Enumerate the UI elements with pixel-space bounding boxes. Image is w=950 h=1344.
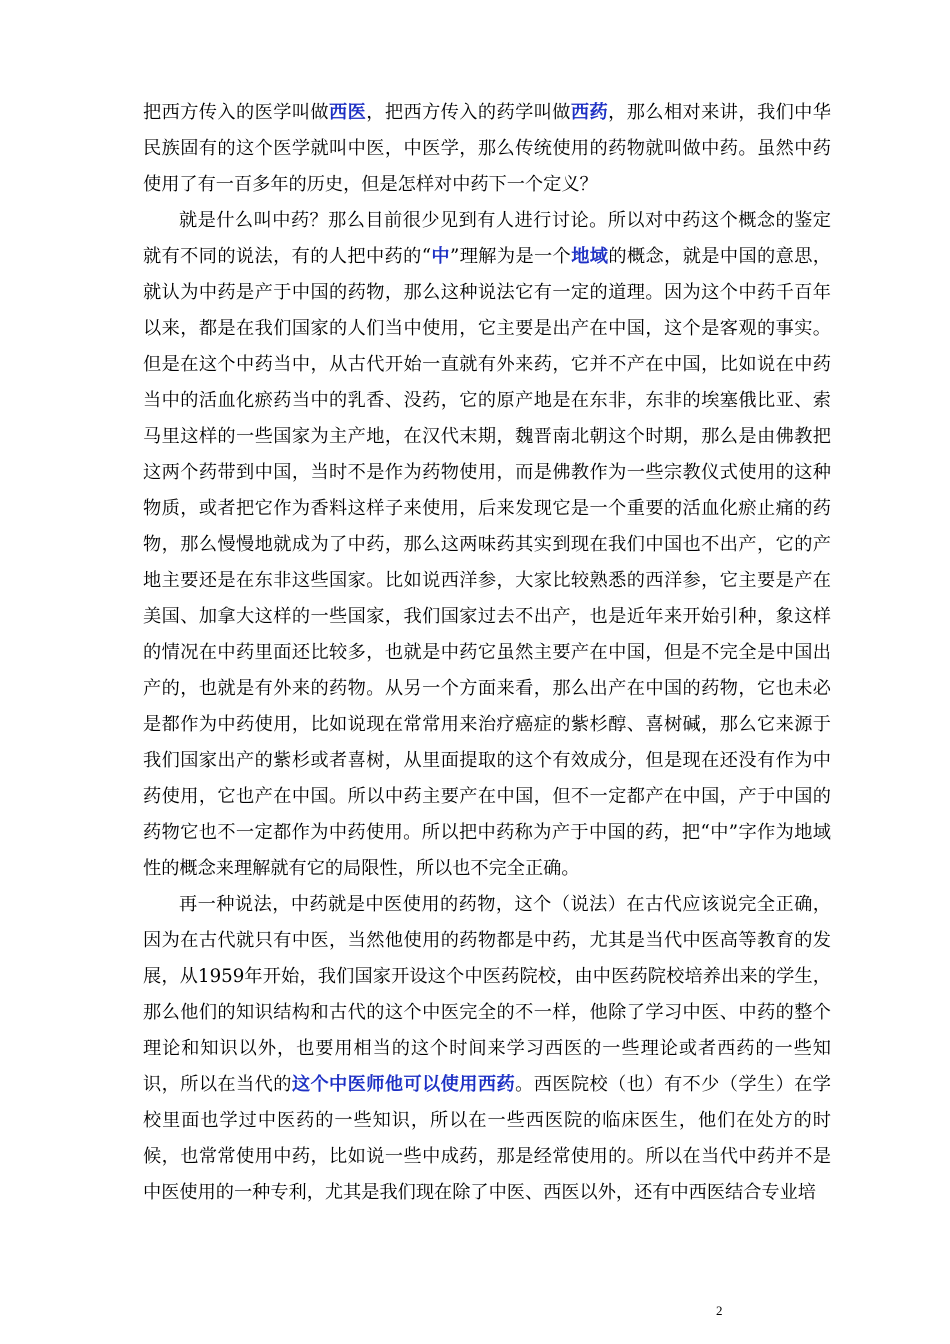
- highlighted-phrase: 这个中医师他可以使用西药: [291, 1074, 516, 1095]
- paragraph-2: [143, 203, 831, 887]
- highlighted-term: 西药: [570, 102, 609, 123]
- page-number: 2: [716, 1303, 723, 1318]
- text-run: ”理解为是一个: [450, 246, 572, 267]
- text-run: 再一种说法，中药就是中医使用的药物，这个（说法）在古代应该说完全正确，因为在古代就只有中医，当然他使用的药物都是中药，尤其是当代中医高等教育的发展，从1959年开始，我们国家开设这个中医药院校，由中医药院校培养出来的学生，那么他们的知识结构和古代的这个中医完全的不一样，他除了学习中医、中药的整个理论和知识以外，也要用相当的这个时间来学习西医的一些理论或者西药的一些知识，所以在当代的: [143, 894, 831, 1095]
- highlighted-term: 地域: [571, 246, 609, 267]
- text-run: 的概念，就是中国的意思，就认为中药是产于中国的药物，那么这种说法它有一定的道理。因为这个中药千百年以来，都是在我们国家的人们当中使用，它主要是出产在中国，这个是客观的事实。但是在这个中药当中，从古代开始一直就有外来药，它并不产在中国，比如说在中药当中的活血化瘀药当中的乳香、没药，它的原产地是在东非，东非的埃塞俄比亚、索马里这样的一些国家为主产地，在汉代末期，魏晋南北朝这个时期，那么是由佛教把这两个药带到中国，当时不是作为药物使用，而是佛教作为一些宗教仪式使用的这种物质，或者把它作为香料这样子来使用，后来发现它是一个重要的活血化瘀止痛的药物，那么慢慢地就成为了中药，那么这两味药其实到现在我们中国也不出产，它的产地主要还是在东非这些国家。比如说西洋参，大家比较熟悉的西洋参，它主要是产在美国、加拿大这样的一些国家，我们国家过去不出产，也是近年来开始引种，象这样的情况在中药里面还比较多，也就是中药它虽然主要产在中国，但是不完全是中国出产的，也就是有外来的药物。从另一个方面来看，那么出产在中国的药物，它也未必是都作为中药使用，比如说现在常常用来治疗癌症的紫杉醇、喜树碱，那么它来源于我们国家出产的紫杉或者喜树，从里面提取的这个有效成分，但是现在还没有作为中药使用，它也产在中国。所以中药主要产在中国，但不一定都产在中国，产于中国的药物它也不一定都作为中药使用。所以把中药称为产于中国的药，把“中”字作为地域性的概念来理解就有它的局限性，所以也不完全正确。: [143, 246, 831, 879]
- text-run: 把西方传入的医学叫做: [143, 102, 330, 123]
- paragraph-1: [143, 95, 831, 203]
- document-body: [143, 95, 831, 1211]
- text-run: 就是什么叫中药？那么目前很少见到有人进行讨论。所以对中药这个概念的鉴定就有不同的说法，有的人把中药的“: [143, 210, 831, 267]
- highlighted-term: 中: [431, 246, 451, 267]
- text-run: ，那么相对来讲，我们中华民族固有的这个医学就叫中医，中医学，那么传统使用的药物就叫做中药。虽然中药使用了有一百多年的历史，但是怎样对中药下一个定义？: [143, 102, 831, 195]
- text-run: ，把西方传入的药学叫做: [366, 102, 571, 123]
- highlighted-term: 西医: [329, 102, 367, 123]
- paragraph-3: [143, 887, 831, 1211]
- text-run: 。西医院校（也）有不少（学生）在学校里面也学过中医药的一些知识，所以在一些西医院的临床医生，他们在处方的时候，也常常使用中药，比如说一些中成药，那是经常使用的。所以在当代中药并不是中医使用的一种专利，尤其是我们现在除了中医、西医以外，还有中西医结合专业培: [143, 1074, 831, 1203]
